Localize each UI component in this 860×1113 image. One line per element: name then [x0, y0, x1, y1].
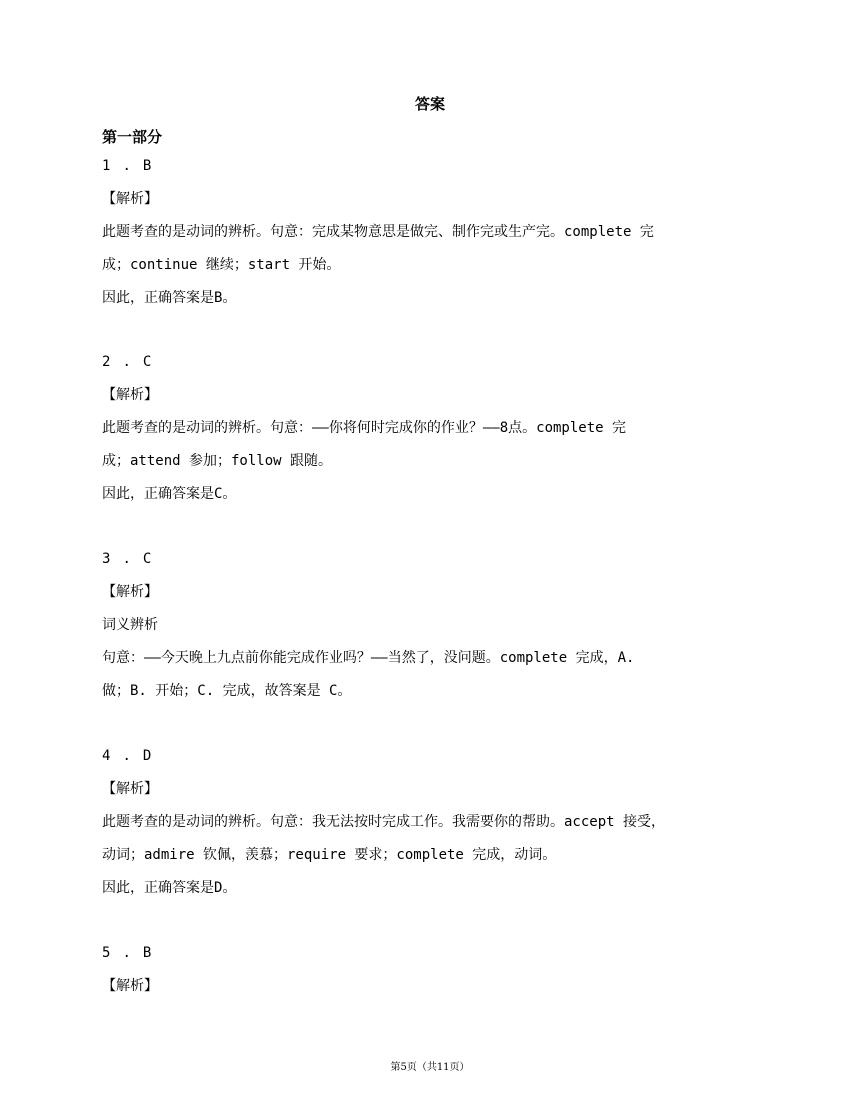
question-5 [102, 937, 752, 1003]
analysis-line: 此题考查的是动词的辨析。句意：我无法按时完成工作。我需要你的帮助。accept 接受， [102, 814, 665, 830]
question-number-line: 5 . B [102, 945, 152, 961]
question-number: 3 [102, 551, 111, 567]
question-answer: C [142, 551, 152, 567]
analysis-line: 此题考查的是动词的辨析。句意：——你将何时完成你的作业？——8点。complete 完 [102, 420, 627, 436]
question-answer: C [142, 354, 152, 370]
section-heading: 第一部分 [102, 128, 163, 146]
analysis-tag: 【解析】 [102, 781, 158, 797]
analysis-line: 成；attend 参加；follow 跟随。 [102, 453, 333, 469]
page-footer: 第5页（共11页） [390, 1062, 470, 1073]
analysis-line: 动词；admire 钦佩，羡慕；require 要求；complete 完成，动词。 [102, 847, 557, 863]
question-answer: D [142, 748, 152, 764]
question-number: 5 [102, 945, 111, 961]
question-3 [102, 543, 752, 708]
question-number: 4 [102, 748, 111, 764]
question-number: 2 [102, 354, 111, 370]
page-title: 答案 [414, 95, 445, 113]
question-number-line: 1 . B [102, 158, 152, 174]
question-answer: B [142, 945, 152, 961]
analysis-line: 词义辨析 [102, 617, 158, 633]
analysis-line: 因此，正确答案是C。 [102, 486, 237, 502]
analysis-tag: 【解析】 [102, 584, 158, 600]
analysis-tag: 【解析】 [102, 387, 158, 403]
analysis-tag: 【解析】 [102, 191, 158, 207]
analysis-line: 因此，正确答案是B。 [102, 290, 237, 306]
analysis-line: 成；continue 继续；start 开始。 [102, 257, 341, 273]
analysis-tag: 【解析】 [102, 978, 158, 994]
question-1 [102, 150, 752, 315]
question-number-line: 2 . C [102, 354, 152, 370]
analysis-line: 句意：——今天晚上九点前你能完成作业吗？——当然了，没问题。complete 完成，A. [102, 650, 635, 666]
analysis-line: 此题考查的是动词的辨析。句意：完成某物意思是做完、制作完或生产完。complete 完 [102, 224, 654, 240]
question-4 [102, 740, 752, 905]
question-number-line: 3 . C [102, 551, 152, 567]
question-number-line: 4 . D [102, 748, 152, 764]
analysis-line: 因此，正确答案是D。 [102, 880, 237, 896]
analysis-line: 做；B. 开始；C. 完成，故答案是 C。 [102, 683, 352, 699]
question-answer: B [142, 158, 152, 174]
question-2 [102, 346, 752, 511]
question-number: 1 [102, 158, 111, 174]
